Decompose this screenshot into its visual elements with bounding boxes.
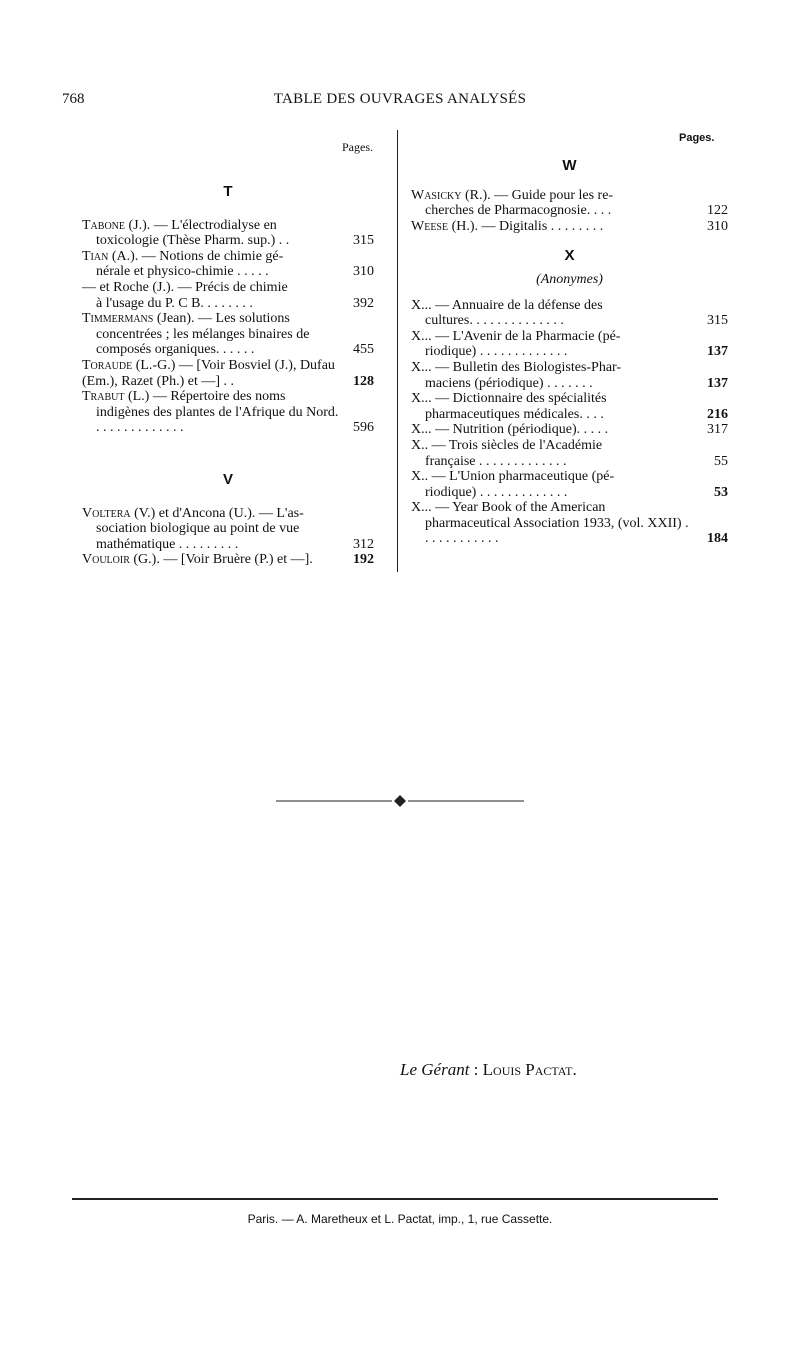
entry-continuation: nérale et physico-chimie . . . . . xyxy=(96,264,269,280)
column-divider xyxy=(397,130,398,572)
entry-text: (V.) et d'Ancona (U.). — L'as- xyxy=(130,505,304,521)
entry-author: Weese xyxy=(411,218,449,234)
entry-author: Vouloir xyxy=(82,552,130,568)
entry-continuation: riodique) . . . . . . . . . . . . . xyxy=(425,344,568,360)
entry-page-number: 137 xyxy=(707,344,728,360)
entry-author: Tian xyxy=(82,248,109,264)
index-entry xyxy=(82,218,374,249)
index-entry xyxy=(411,391,728,422)
index-entry xyxy=(411,329,728,360)
entry-page-number: 53 xyxy=(714,484,728,500)
entry-page-number: 455 xyxy=(353,342,374,358)
entry-author: Wasicky xyxy=(411,187,462,203)
index-entry xyxy=(82,311,374,358)
index-entry xyxy=(82,358,374,389)
index-entry xyxy=(411,469,728,500)
entry-page-number: 312 xyxy=(353,536,374,552)
entry-author: Voltera xyxy=(82,505,131,521)
entry-page-number: 192 xyxy=(353,552,374,568)
pages-label-left: Pages. xyxy=(342,140,373,154)
index-entry xyxy=(411,500,728,547)
entry-text: — et Roche (J.). — Précis de chimie xyxy=(82,279,288,295)
entry-text: X.. — Trois siècles de l'Académie xyxy=(411,437,603,453)
left-column xyxy=(82,184,374,568)
index-entry xyxy=(82,552,374,568)
entry-page-number: 310 xyxy=(707,218,728,234)
section-letter-x: X xyxy=(564,247,575,265)
index-entry xyxy=(82,280,374,311)
entry-continuation: cherches de Pharmacognosie. . . . xyxy=(425,203,612,219)
index-entry xyxy=(411,188,728,219)
section-subhead-anonymes: (Anonymes) xyxy=(536,271,603,287)
index-entry xyxy=(82,249,374,280)
index-entry xyxy=(411,422,728,438)
entry-text: (L.) — Répertoire des noms xyxy=(124,389,286,405)
footer-rule xyxy=(72,1198,718,1200)
entry-page-number: 315 xyxy=(353,233,374,249)
entry-text: X... — Nutrition (périodique). . . . . xyxy=(411,422,609,438)
entry-text: X.. — L'Union pharmaceutique (pé- xyxy=(411,469,615,485)
section-letter-v: V xyxy=(222,470,233,488)
index-entry xyxy=(411,438,728,469)
entry-page-number: 216 xyxy=(707,406,728,422)
index-entry xyxy=(82,389,374,436)
index-entry xyxy=(411,360,728,391)
entry-text: X... — Year Book of the American xyxy=(411,500,606,516)
entry-page-number: 137 xyxy=(707,375,728,391)
gerant-line xyxy=(400,1060,577,1080)
gerant-label: Le Gérant xyxy=(400,1060,470,1079)
entry-page-number: 596 xyxy=(353,420,374,436)
entry-author: Trabut xyxy=(82,389,125,405)
entry-text: (G.). — [Voir Bruère (P.) et —]. xyxy=(129,552,313,568)
entry-page-number: 55 xyxy=(714,453,728,469)
entry-text: X... — L'Avenir de la Pharmacie (pé- xyxy=(411,328,621,344)
entry-continuation: pharmaceutiques médicales. . . . xyxy=(425,406,604,422)
section-letter-w: W xyxy=(562,157,577,174)
entry-page-number: 122 xyxy=(707,203,728,219)
index-entry xyxy=(411,219,728,235)
entry-continuation: toxicologie (Thèse Pharm. sup.) . . xyxy=(96,233,290,249)
entry-continuation: sociation biologique au point de vue mathématique . . . . . . . . . xyxy=(96,521,300,552)
pages-label-right: Pages. xyxy=(679,132,715,144)
entry-page-number: 128 xyxy=(353,373,374,389)
entry-text: (R.). — Guide pour les re- xyxy=(461,187,614,203)
ornament-divider xyxy=(276,795,524,807)
entry-text: (Jean). — Les solutions xyxy=(153,311,290,327)
entry-text: X... — Annuaire de la défense des xyxy=(411,297,603,313)
index-entry xyxy=(411,298,728,329)
entry-page-number: 310 xyxy=(353,264,374,280)
entry-text: (L.-G.) — [Voir Bosviel (J.), Dufau (Em.), Razet (Ph.) et —] . . xyxy=(82,357,335,389)
entry-continuation: maciens (périodique) . . . . . . . xyxy=(425,375,593,391)
running-title: TABLE DES OUVRAGES ANALYSÉS xyxy=(273,91,527,107)
imprint-line: Paris. — A. Maretheux et L. Pactat, imp., 1, rue Cassette. xyxy=(247,1212,553,1226)
entry-continuation: concentrées ; les mélanges binaires de composés organiques. . . . . . xyxy=(96,326,310,358)
entry-text: X... — Dictionnaire des spécialités xyxy=(411,391,607,407)
entry-continuation: pharmaceutical Association 1933, (vol. XXII) . . . . . . . . . . . . xyxy=(425,515,689,547)
entry-page-number: 392 xyxy=(353,295,374,311)
entry-continuation: cultures. . . . . . . . . . . . . . xyxy=(425,313,564,329)
page-number: 768 xyxy=(62,91,85,107)
entry-text: (H.). — Digitalis . . . . . . . . xyxy=(448,218,604,234)
entry-text: (J.). — L'électrodialyse en xyxy=(125,217,277,233)
entry-text: (A.). — Notions de chimie gé- xyxy=(108,248,284,264)
entry-continuation: riodique) . . . . . . . . . . . . . xyxy=(425,484,568,500)
entry-page-number: 184 xyxy=(707,531,728,547)
entry-author: Toraude xyxy=(82,357,133,373)
entry-continuation: indigènes des plantes de l'Afrique du Nord. . . . . . . . . . . . . . xyxy=(96,404,339,436)
index-entry xyxy=(82,506,374,553)
entry-page-number: 317 xyxy=(707,422,728,438)
entry-continuation: à l'usage du P. C B. . . . . . . . xyxy=(96,295,253,311)
right-column xyxy=(411,158,728,547)
gerant-name: Louis Pactat. xyxy=(482,1060,577,1079)
gerant-separator: : xyxy=(473,1060,479,1079)
entry-author: Timmermans xyxy=(82,311,154,327)
entry-continuation: française . . . . . . . . . . . . . xyxy=(425,453,567,469)
entry-page-number: 315 xyxy=(707,313,728,329)
section-letter-t: T xyxy=(223,183,233,200)
entry-text: X... — Bulletin des Biologistes-Phar- xyxy=(411,359,622,375)
entry-author: Tabone xyxy=(82,217,125,233)
